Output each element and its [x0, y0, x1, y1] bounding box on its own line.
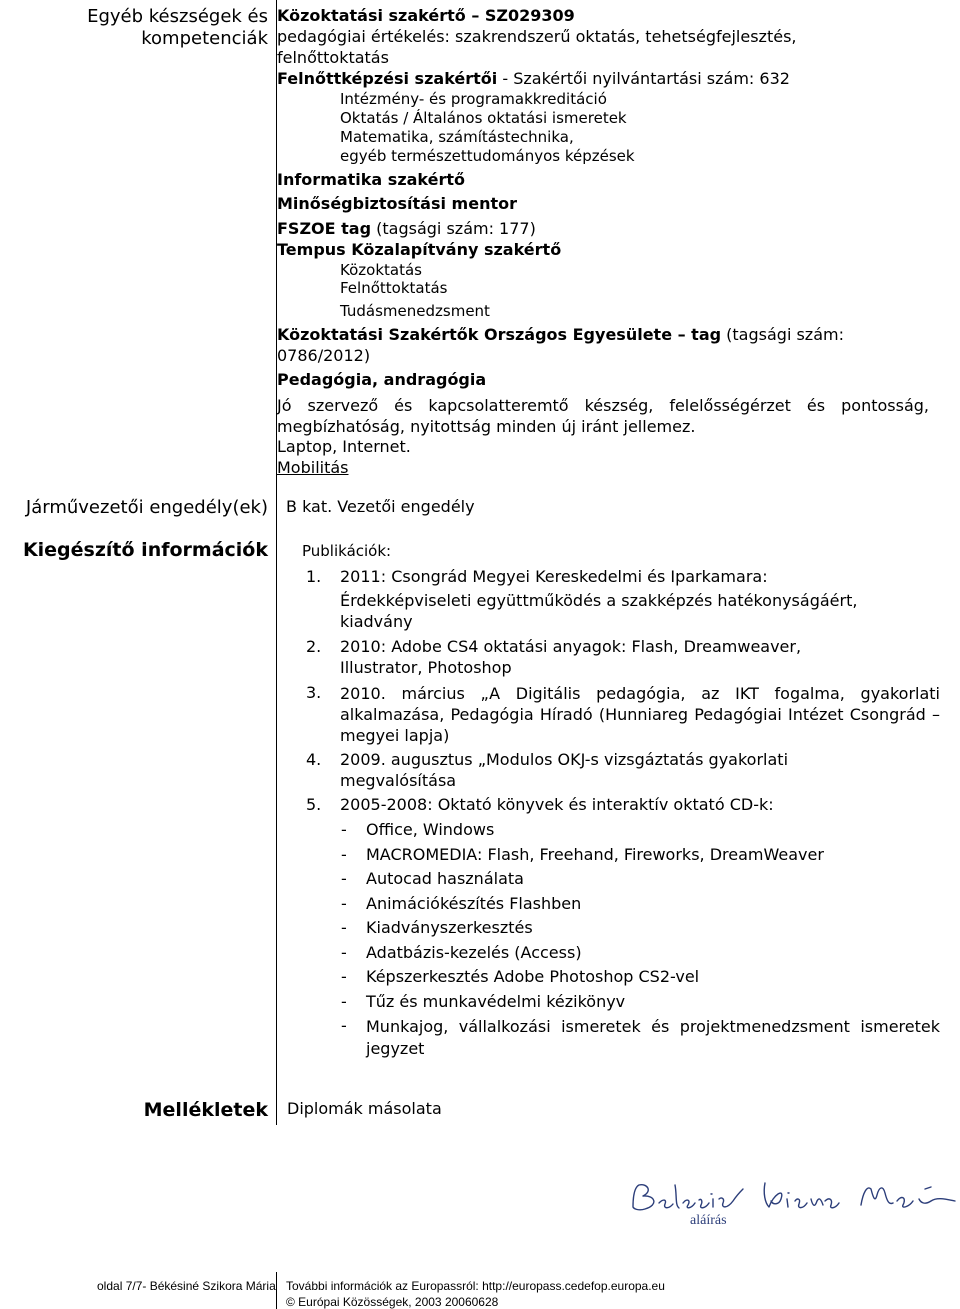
tempus-item: Felnőttoktatás	[340, 279, 448, 297]
pub-3-text: 2010. március „A Digitális pedagógia, az IKT fogalma, gyakorlati alkalmazása, Pedagógia Híradó (Hunniareg Pedagógiai Intézet Csongrád – megyei lapja)	[340, 684, 940, 745]
dash-item-last: Munkajog, vállalkozási ismeretek és projektmenedzsment ismeretek jegyzet	[366, 1017, 940, 1058]
ksze-bold: Közoktatási Szakértők Országos Egyesülete – tag	[277, 325, 722, 344]
dash-bullet: -	[341, 1016, 347, 1035]
pub-4-line-1: 2009. augusztus „Modulos OKJ-s vizsgáztatás gyakorlati	[340, 750, 789, 769]
informatics-expert: Informatika szakértő	[277, 170, 466, 189]
dash-item: Adatbázis-kezelés (Access)	[366, 943, 582, 962]
dash-bullet: -	[341, 894, 347, 913]
label-other-skills-1: Egyéb készségek és	[87, 6, 268, 27]
label-additional-info: Kiegészítő információk	[22, 539, 268, 561]
fszoe-bold: FSZOE tag	[277, 219, 372, 238]
laptop-internet: Laptop, Internet.	[277, 437, 411, 456]
dash-bullet: -	[341, 820, 347, 839]
expert-title: Közoktatási szakértő – SZ029309	[277, 6, 575, 25]
attachments-value: Diplomák másolata	[287, 1099, 442, 1118]
adult-item: egyéb természettudományos képzések	[340, 147, 635, 165]
dash-item: Tűz és munkavédelmi kézikönyv	[366, 992, 626, 1011]
footer-divider	[276, 1272, 277, 1309]
ksze-line	[277, 325, 844, 344]
footer-info: További információk az Europassról: http://europass.cedefop.europa.eu	[286, 1279, 665, 1293]
driving-licence-value: B kat. Vezetői engedély	[286, 497, 475, 516]
expert-desc-line-1: pedagógiai értékelés: szakrendszerű oktatás, tehetségfejlesztés,	[277, 27, 797, 46]
pub-number: 2.	[306, 637, 322, 656]
fszoe-line	[277, 219, 536, 238]
tempus-expert: Tempus Közalapítvány szakértő	[277, 240, 562, 259]
label-attachments: Mellékletek	[143, 1099, 268, 1121]
pub-1-line-1: 2011: Csongrád Megyei Kereskedelmi és Iparkamara:	[340, 567, 768, 586]
fszoe-rest: (tagsági szám: 177)	[371, 219, 536, 238]
adult-expert-rest: - Szakértői nyilvántartási szám: 632	[497, 69, 790, 88]
signature-caption: aláírás	[690, 1213, 727, 1228]
dash-item: Office, Windows	[366, 820, 495, 839]
footer-page: oldal 7/7- Békésiné Szikora Mária	[97, 1279, 276, 1293]
adult-expert-line	[277, 69, 790, 88]
footer-copyright: © Európai Közösségek, 2003 20060628	[286, 1295, 499, 1309]
tempus-item: Tudásmenedzsment	[340, 302, 490, 320]
pub-5-line-1: 2005-2008: Oktató könyvek és interaktív oktató CD-k:	[340, 795, 774, 814]
adult-item: Intézmény- és programakkreditáció	[340, 90, 607, 108]
pub-4-line-2: megvalósítása	[340, 771, 457, 790]
adult-item: Matematika, számítástechnika,	[340, 128, 574, 146]
ksze-rest: (tagsági szám:	[721, 325, 844, 344]
expert-desc-line-2: felnőttoktatás	[277, 48, 389, 67]
dash-bullet: -	[341, 869, 347, 888]
column-divider	[276, 0, 277, 1125]
dash-bullet: -	[341, 967, 347, 986]
pub-1-line-2: Érdekképviseleti együttműködés a szakképzés hatékonyságáért,	[340, 591, 858, 610]
dash-bullet: -	[341, 918, 347, 937]
handwritten-signature	[625, 1165, 960, 1225]
adult-item: Oktatás / Általános oktatási ismeretek	[340, 109, 627, 127]
mobility: Mobilitás	[277, 458, 349, 477]
publications-heading: Publikációk:	[302, 542, 392, 560]
pub-number: 4.	[306, 750, 322, 769]
personal-traits: Jó szervező és kapcsolatteremtő készség, felelősségérzet és pontosság, megbízhatóság, nyitottság minden új iránt jellemez.	[277, 396, 929, 436]
dash-bullet: -	[341, 992, 347, 1011]
dash-bullet: -	[341, 943, 347, 962]
pub-number: 5.	[306, 795, 322, 814]
dash-item: Kiadványszerkesztés	[366, 918, 533, 937]
pub-number: 1.	[306, 567, 322, 586]
dash-item: Autocad használata	[366, 869, 524, 888]
dash-item: Képszerkesztés Adobe Photoshop CS2-vel	[366, 967, 700, 986]
tempus-item: Közoktatás	[340, 261, 422, 279]
pub-1-line-3: kiadvány	[340, 612, 413, 631]
pub-number: 3.	[306, 683, 322, 702]
quality-mentor: Minőségbiztosítási mentor	[277, 194, 517, 213]
pub-2-line-2: Illustrator, Photoshop	[340, 658, 512, 677]
dash-item: Animációkészítés Flashben	[366, 894, 582, 913]
pedagogy-heading: Pedagógia, andragógia	[277, 370, 487, 389]
label-other-skills-2: kompetenciák	[141, 28, 268, 49]
adult-expert-bold: Felnőttképzési szakértői	[277, 69, 498, 88]
pub-2-line-1: 2010: Adobe CS4 oktatási anyagok: Flash, Dreamweaver,	[340, 637, 802, 656]
dash-bullet: -	[341, 845, 347, 864]
label-driving-licence: Járművezetői engedély(ek)	[25, 497, 268, 518]
ksze-number: 0786/2012)	[277, 346, 371, 365]
dash-item: MACROMEDIA: Flash, Freehand, Fireworks, DreamWeaver	[366, 845, 824, 864]
